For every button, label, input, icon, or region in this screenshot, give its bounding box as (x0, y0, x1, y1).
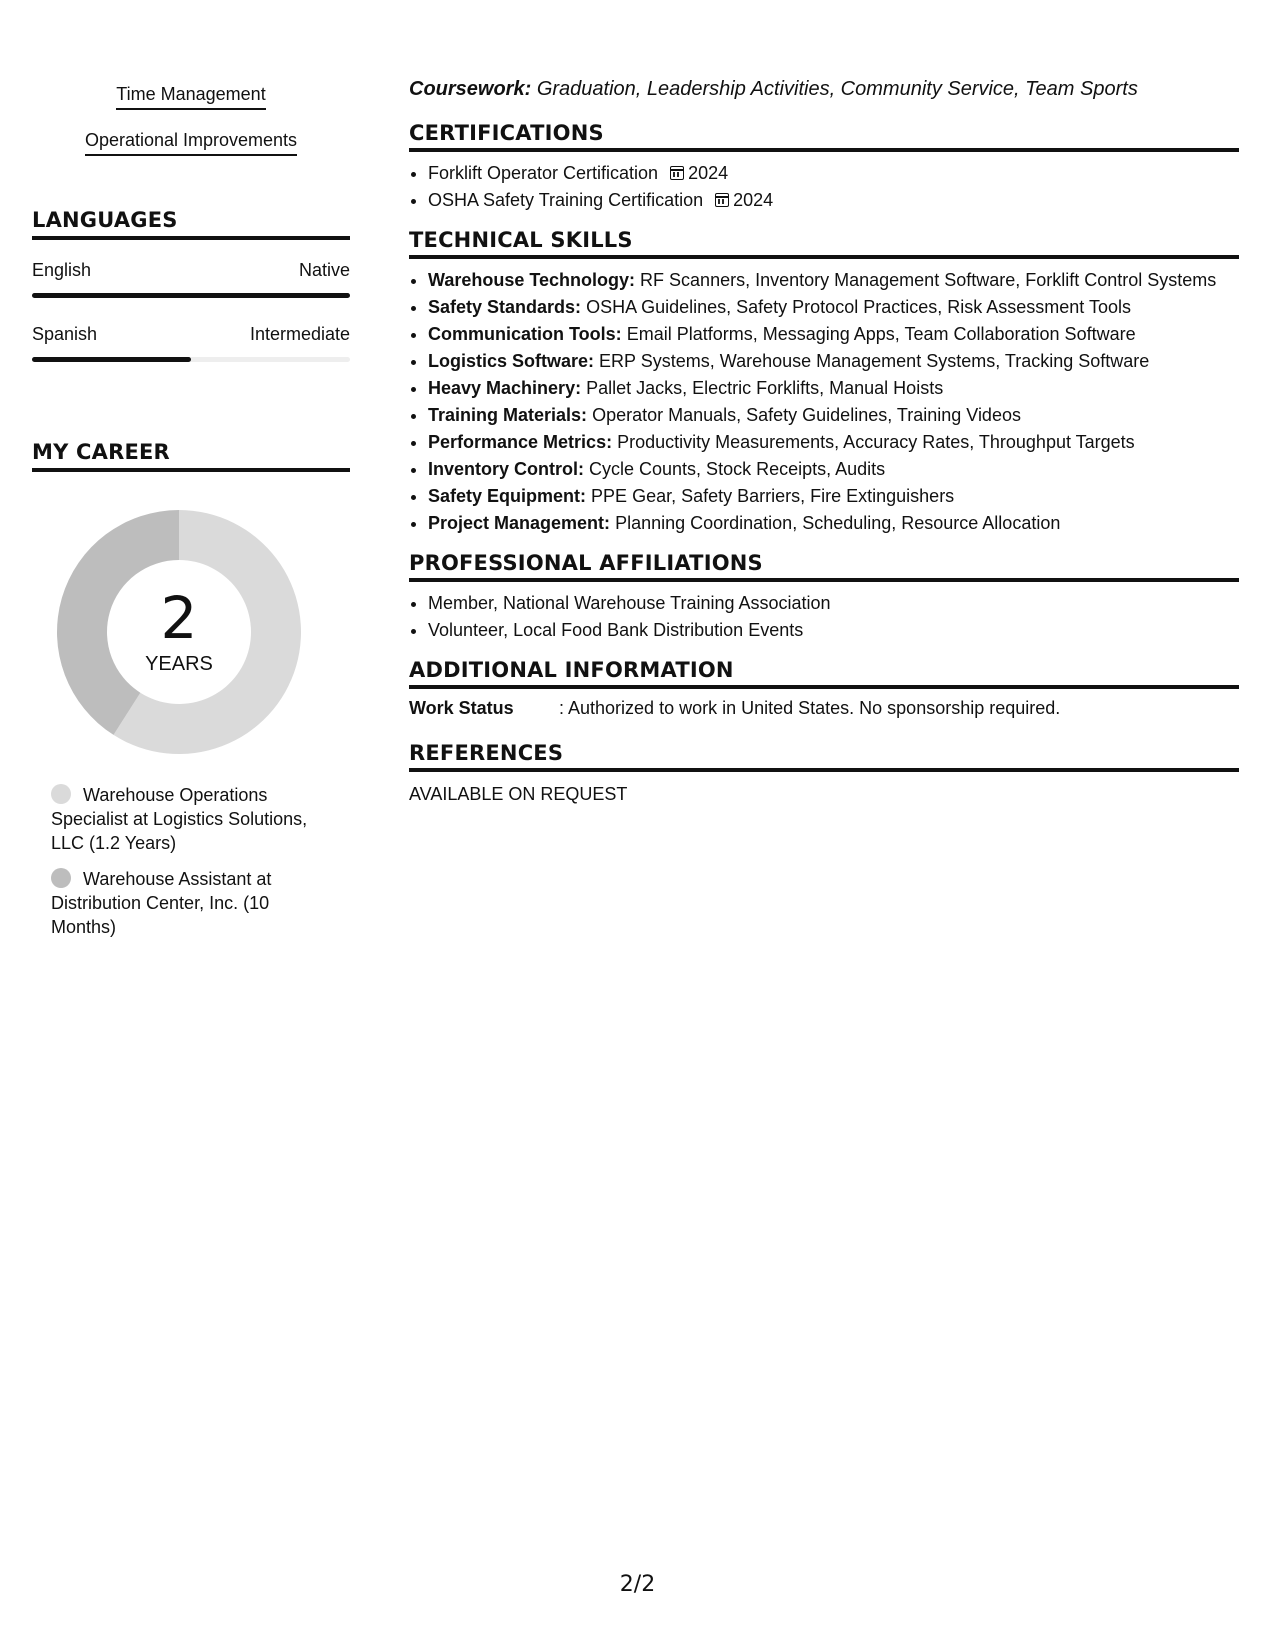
career-item-text: Warehouse Operations Specialist at Logistics Solutions, LLC (1.2 Years) (51, 785, 308, 853)
affiliations-title: PROFESSIONAL AFFILIATIONS (409, 551, 763, 575)
coursework-label: Coursework: (409, 78, 532, 100)
skill-value: Planning Coordination, Scheduling, Resource Allocation (615, 513, 1061, 533)
skill-value: Cycle Counts, Stock Receipts, Audits (589, 459, 886, 479)
affiliations-heading (409, 551, 1239, 582)
right-column (409, 78, 1239, 805)
skill-value: ERP Systems, Warehouse Management Systems, Tracking Software (599, 351, 1150, 371)
skill-label: Project Management: (428, 513, 611, 533)
career-item-text: Warehouse Assistant at Distribution Center, Inc. (10 Months) (51, 869, 272, 937)
skill-label: Safety Standards: (428, 297, 582, 317)
language-item (32, 260, 350, 298)
career-donut-chart (54, 507, 304, 757)
certifications-heading (409, 121, 1239, 152)
career-title: MY CAREER (32, 440, 170, 464)
certification-name: OSHA Safety Training Certification (428, 190, 704, 210)
work-status-label: Work Status (409, 698, 514, 718)
affiliation-item: • Member, National Warehouse Training Association (428, 590, 1239, 617)
skill-item (428, 456, 1239, 483)
skill-value: OSHA Guidelines, Safety Protocol Practices, Risk Assessment Tools (586, 297, 1131, 317)
work-status-row (409, 698, 1239, 719)
skill-label: Heavy Machinery: (428, 378, 582, 398)
career-legend-item (51, 783, 331, 855)
skill-tag: Operational Improvements (85, 130, 297, 156)
affiliation-item: • Volunteer, Local Food Bank Distribution Events (428, 617, 1239, 644)
additional-info-heading (409, 658, 1239, 689)
affiliations-list (409, 590, 1239, 644)
legend-dot (51, 868, 71, 888)
certification-year: 2024 (733, 190, 774, 210)
career-years-number: 2 (160, 583, 198, 652)
skill-label: Logistics Software: (428, 351, 595, 371)
coursework-value: Graduation, Leadership Activities, Community Service, Team Sports (536, 78, 1138, 100)
skill-value: PPE Gear, Safety Barriers, Fire Extinguishers (591, 486, 955, 506)
work-status-value: : Authorized to work in United States. No sponsorship required. (559, 698, 1061, 718)
calendar-icon (715, 193, 729, 207)
language-bar-fill (32, 293, 350, 298)
language-bar (32, 293, 350, 298)
certification-item (428, 187, 1239, 214)
skill-label: Training Materials: (428, 405, 588, 425)
technical-skills-heading (409, 228, 1239, 259)
certifications-title: CERTIFICATIONS (409, 121, 604, 145)
additional-info-title: ADDITIONAL INFORMATION (409, 658, 734, 682)
coursework-line (409, 78, 1239, 101)
skill-item (428, 267, 1239, 294)
language-item (32, 324, 350, 362)
skill-label: Safety Equipment: (428, 486, 587, 506)
skill-value: Productivity Measurements, Accuracy Rates, Throughput Targets (617, 432, 1135, 452)
donut-center (54, 507, 304, 757)
skill-value: Email Platforms, Messaging Apps, Team Collaboration Software (626, 324, 1136, 344)
left-column (32, 84, 350, 951)
skill-item (428, 321, 1239, 348)
skill-item (428, 483, 1239, 510)
skill-item (428, 510, 1239, 537)
language-name: English (32, 260, 92, 280)
legend-dot (51, 784, 71, 804)
language-bar (32, 357, 350, 362)
skill-item (428, 402, 1239, 429)
references-heading (409, 741, 1239, 772)
skill-label: Communication Tools: (428, 324, 622, 344)
skill-item (428, 375, 1239, 402)
skill-label: Warehouse Technology: (428, 270, 636, 290)
references-text: AVAILABLE ON REQUEST (409, 784, 628, 804)
languages-title: LANGUAGES (32, 208, 178, 232)
skill-item (428, 348, 1239, 375)
page-number: 2/2 (619, 1572, 656, 1597)
skill-value: RF Scanners, Inventory Management Software, Forklift Control Systems (640, 270, 1217, 290)
certification-name: Forklift Operator Certification (428, 163, 659, 183)
skill-value: Pallet Jacks, Electric Forklifts, Manual Hoists (586, 378, 944, 398)
calendar-icon (670, 166, 684, 180)
technical-skills-list (409, 267, 1239, 537)
certification-year: 2024 (688, 163, 729, 183)
skill-label: Performance Metrics: (428, 432, 613, 452)
language-level: Intermediate (249, 324, 350, 344)
languages-heading (32, 208, 350, 240)
skill-label: Inventory Control: (428, 459, 584, 479)
language-name: Spanish (32, 324, 98, 344)
certifications-list (409, 160, 1239, 214)
career-legend-item (51, 867, 331, 939)
career-years-unit: YEARS (145, 652, 213, 675)
skill-value: Operator Manuals, Safety Guidelines, Training Videos (592, 405, 1021, 425)
technical-skills-title: TECHNICAL SKILLS (409, 228, 633, 252)
language-bar-fill (32, 357, 191, 362)
certification-item (428, 160, 1239, 187)
skill-tag: Time Management (116, 84, 265, 110)
language-level: Native (298, 260, 350, 280)
career-legend (32, 783, 350, 939)
references-title: REFERENCES (409, 741, 564, 765)
career-heading (32, 440, 350, 472)
skill-item (428, 429, 1239, 456)
skill-item (428, 294, 1239, 321)
